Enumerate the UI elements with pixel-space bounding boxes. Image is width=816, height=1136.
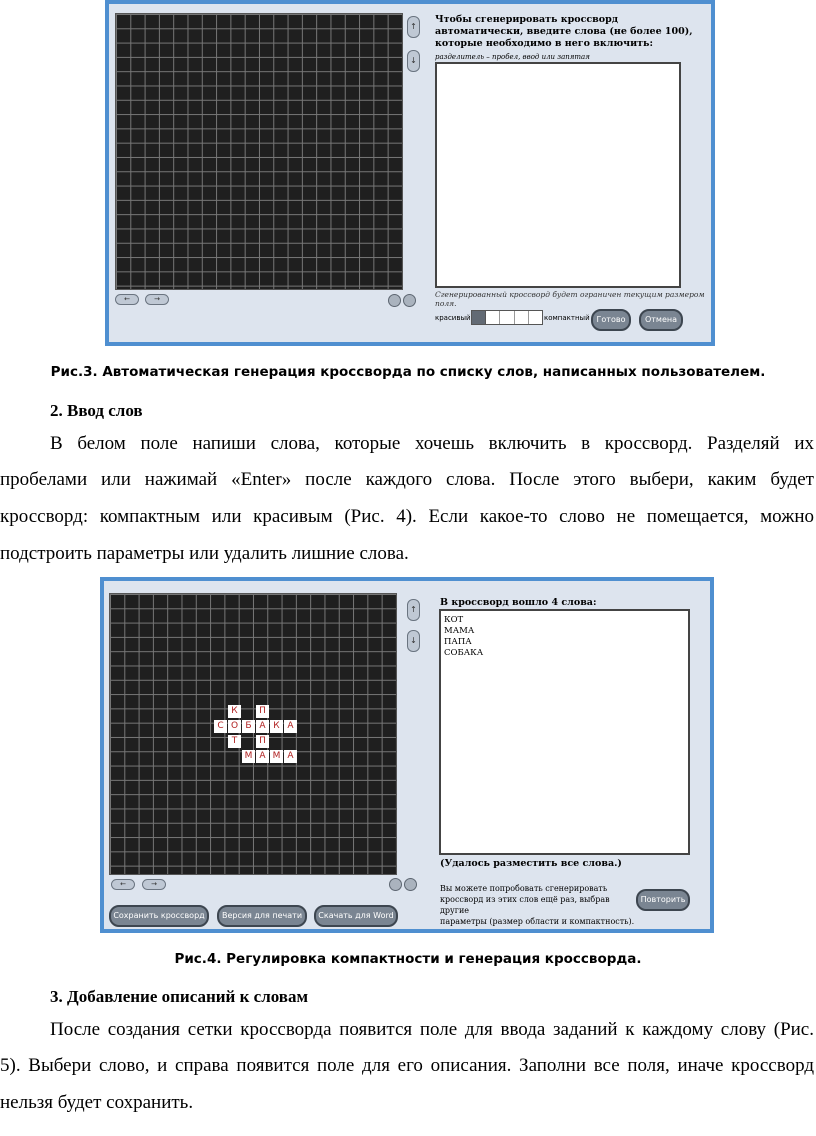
slider-right-label: компактный	[544, 314, 590, 322]
section-3-heading: 3. Добавление описаний к словам	[50, 987, 309, 1006]
zoom-out-button[interactable]	[389, 878, 402, 891]
scroll-up-button[interactable]: ↑	[407, 599, 420, 621]
scroll-right-button[interactable]: →	[145, 294, 169, 305]
word-item: СОБАКА	[444, 648, 484, 658]
letter-cell[interactable]: А	[256, 750, 269, 763]
scroll-right-button[interactable]: →	[142, 879, 166, 890]
word-item: МАМА	[444, 626, 475, 636]
zoom-in-button[interactable]	[403, 294, 416, 307]
section-2-line-4: подстроить параметры или удалить лишние слова.	[0, 543, 409, 564]
download-word-button[interactable]: Скачать для Word	[314, 905, 398, 927]
scroll-left-button[interactable]: ←	[115, 294, 139, 305]
retry-hint	[440, 883, 640, 927]
figure-3-caption: Рис.3. Автоматическая генерация кроссворда по списку слов, написанных пользователем.	[50, 364, 766, 380]
figure-3-screenshot	[105, 0, 715, 346]
generator-prompt: Чтобы сгенерировать кроссворд автоматически, введите слова (не более 100), которые необходимо в него включить:	[435, 14, 693, 49]
slider-left-label: красивый	[435, 314, 471, 322]
word-item: КОТ	[444, 615, 464, 625]
scroll-up-button[interactable]: ↑	[407, 16, 420, 38]
words-textarea[interactable]	[439, 609, 690, 855]
print-version-button[interactable]: Версия для печати	[217, 905, 307, 927]
zoom-in-button[interactable]	[404, 878, 417, 891]
letter-cell[interactable]: А	[284, 750, 297, 763]
section-2-line-3: кроссворд: компактным или красивым (Рис. 4). Если какое-то слово не помещается, можно	[0, 506, 814, 527]
retry-hint-line: кроссворд из этих слов ещё раз, выбрав другие	[440, 895, 610, 915]
word-item: ПАПА	[444, 637, 472, 647]
scroll-down-button[interactable]: ↓	[407, 50, 420, 72]
letter-cell[interactable]: П	[256, 735, 269, 748]
letter-cell[interactable]: О	[228, 720, 241, 733]
section-2-heading: 2. Ввод слов	[50, 401, 143, 420]
section-3-line-1: После создания сетки кроссворда появится поле для ввода заданий к каждому слову (Рис.	[50, 1019, 814, 1040]
letter-cell[interactable]: К	[270, 720, 283, 733]
retry-hint-line: параметры (размер области и компактность).	[440, 917, 635, 926]
figure-4-caption: Рис.4. Регулировка компактности и генерация кроссворда.	[174, 951, 642, 967]
letter-cell[interactable]: М	[242, 750, 255, 763]
separator-hint: разделитель – пробел, ввод или запятая	[435, 53, 590, 61]
scroll-left-button[interactable]: ←	[111, 879, 135, 890]
letter-cell[interactable]: А	[256, 720, 269, 733]
zoom-out-button[interactable]	[388, 294, 401, 307]
words-textarea[interactable]	[435, 62, 681, 288]
ok-button[interactable]: Готово	[591, 309, 631, 331]
placement-status: (Удалось разместить все слова.)	[440, 858, 622, 869]
section-3-line-3: нельзя будет сохранить.	[0, 1092, 194, 1113]
section-2-line-2: пробелами или нажимай «Enter» после каждого слова. После этого выбери, каким будет	[0, 469, 814, 490]
letter-cell[interactable]: А	[284, 720, 297, 733]
letter-cell[interactable]: Т	[228, 735, 241, 748]
scroll-down-button[interactable]: ↓	[407, 630, 420, 652]
letter-cell[interactable]: К	[228, 705, 241, 718]
cancel-button[interactable]: Отмена	[639, 309, 683, 331]
letter-cell[interactable]: П	[256, 705, 269, 718]
crossword-grid[interactable]	[115, 13, 403, 290]
letter-cell[interactable]: Б	[242, 720, 255, 733]
save-crossword-button[interactable]: Сохранить кроссворд	[109, 905, 209, 927]
letter-cell[interactable]: М	[270, 750, 283, 763]
figure-4-screenshot	[100, 577, 714, 933]
size-note: Сгенерированный кроссворд будет ограничен текущим размером поля.	[435, 290, 705, 308]
compactness-slider[interactable]	[471, 310, 543, 325]
section-3-line-2: 5). Выбери слово, и справа появится поле для его описания. Заполни все поля, иначе кроссворд	[0, 1055, 814, 1076]
retry-button[interactable]: Повторить	[636, 889, 690, 911]
retry-hint-line: Вы можете попробовать сгенерировать	[440, 884, 608, 893]
crossword-grid[interactable]	[109, 593, 397, 875]
words-count-title: В кроссворд вошло 4 слова:	[440, 597, 597, 608]
letter-cell[interactable]: С	[214, 720, 227, 733]
section-2-line-1: В белом поле напиши слова, которые хочешь включить в кроссворд. Разделяй их	[50, 433, 814, 454]
